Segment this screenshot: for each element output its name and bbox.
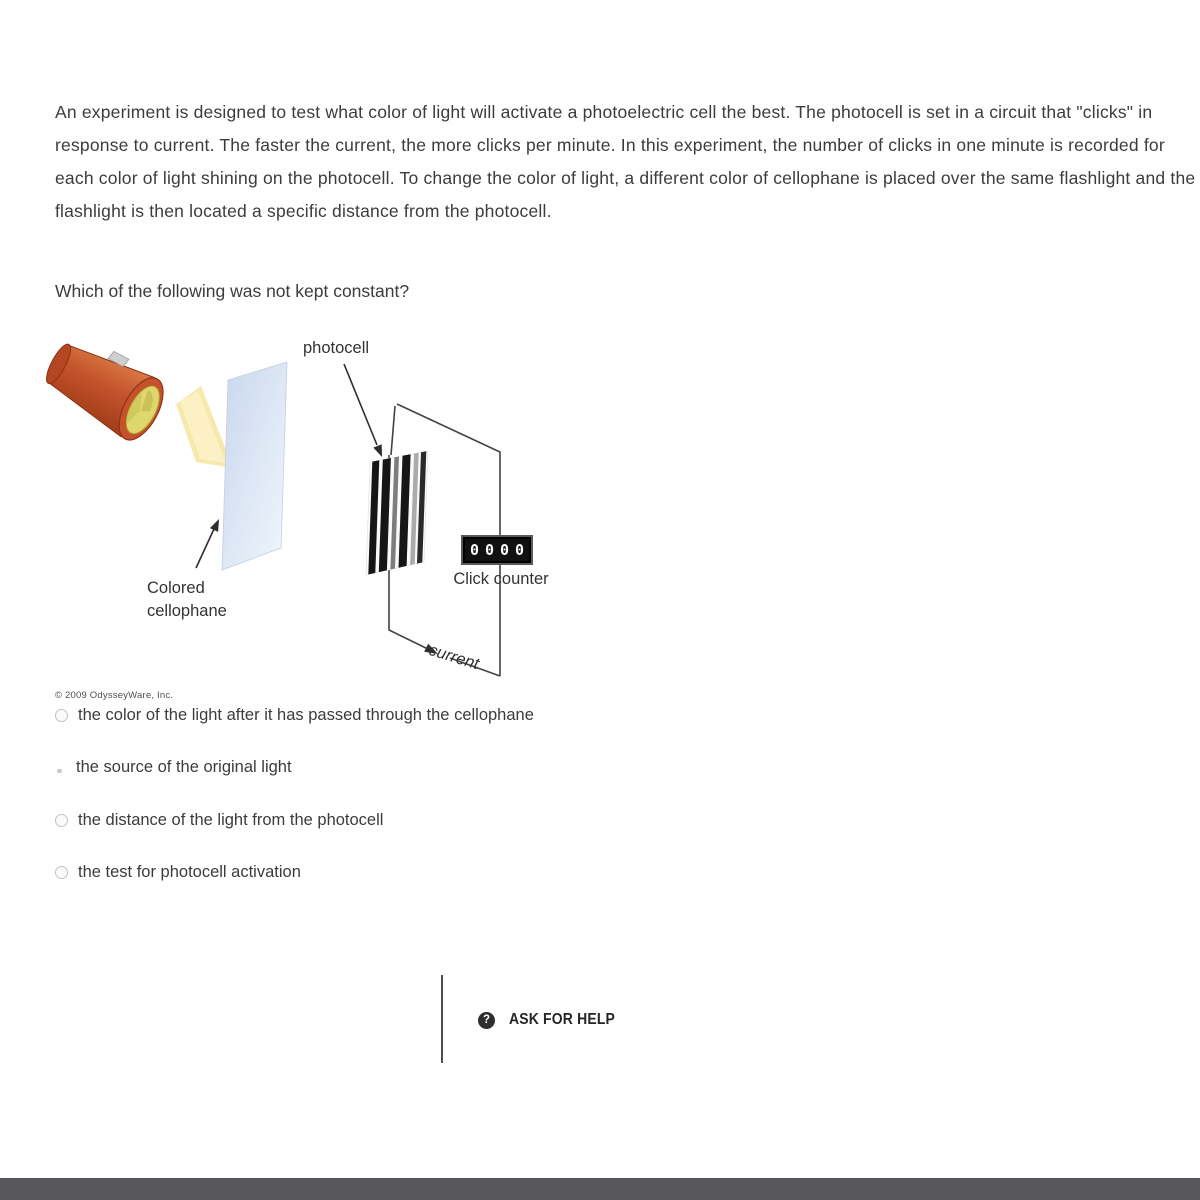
- ask-for-help-label: ASK FOR HELP: [509, 1011, 616, 1028]
- flashlight-icon: [36, 328, 174, 447]
- radio-option-2[interactable]: [57, 769, 62, 773]
- footer-divider: [441, 975, 443, 1063]
- photocell-panel: [366, 451, 428, 575]
- radio-option-3[interactable]: [55, 814, 68, 827]
- ask-for-help-button[interactable]: [478, 1011, 627, 1029]
- cellophane-pointer-arrow: [196, 519, 219, 568]
- photocell-pointer-arrow: [344, 364, 382, 457]
- cellophane-sheet: [222, 362, 287, 570]
- answer-option-3-label: the distance of the light from the photocell: [78, 811, 384, 829]
- answer-option-4-label: the test for photocell activation: [78, 863, 301, 881]
- help-icon: ?: [478, 1012, 495, 1029]
- radio-option-4[interactable]: [55, 866, 68, 879]
- click-counter-display: [461, 535, 533, 565]
- answer-option-3[interactable]: [55, 811, 383, 830]
- bottom-bar: [0, 1178, 1200, 1200]
- colored-cellophane-label: Colored cellophane: [147, 579, 227, 620]
- answer-option-1-label: the color of the light after it has passed through the cellophane: [78, 706, 534, 724]
- question-prompt: Which of the following was not kept constant?: [55, 281, 410, 301]
- answer-option-2[interactable]: [55, 758, 292, 777]
- answer-option-2-label: the source of the original light: [76, 758, 292, 776]
- answer-option-1[interactable]: [55, 706, 534, 725]
- question-paragraph: An experiment is designed to test what color of light will activate a photoelectric cell the best. The photocell is set in a circuit that "clicks" in response to current. The faster the current, the more clicks per minute. In this experiment, the number of clicks in one minute is recorded for each color of light shining on the photocell. To change the color of light, a different color of cellophane is placed over the same flashlight and the flashlight is then located a specific distance from the photocell.: [55, 102, 1196, 221]
- radio-option-1[interactable]: [55, 709, 68, 722]
- current-label: current: [426, 641, 482, 674]
- experiment-diagram: [0, 315, 600, 705]
- photocell-label: photocell: [303, 339, 370, 357]
- copyright-text: © 2009 OdysseyWare, Inc.: [55, 690, 174, 701]
- counter-digits: 0000: [469, 541, 531, 559]
- answer-option-4[interactable]: [55, 863, 301, 882]
- click-counter-label: Click counter: [453, 570, 549, 588]
